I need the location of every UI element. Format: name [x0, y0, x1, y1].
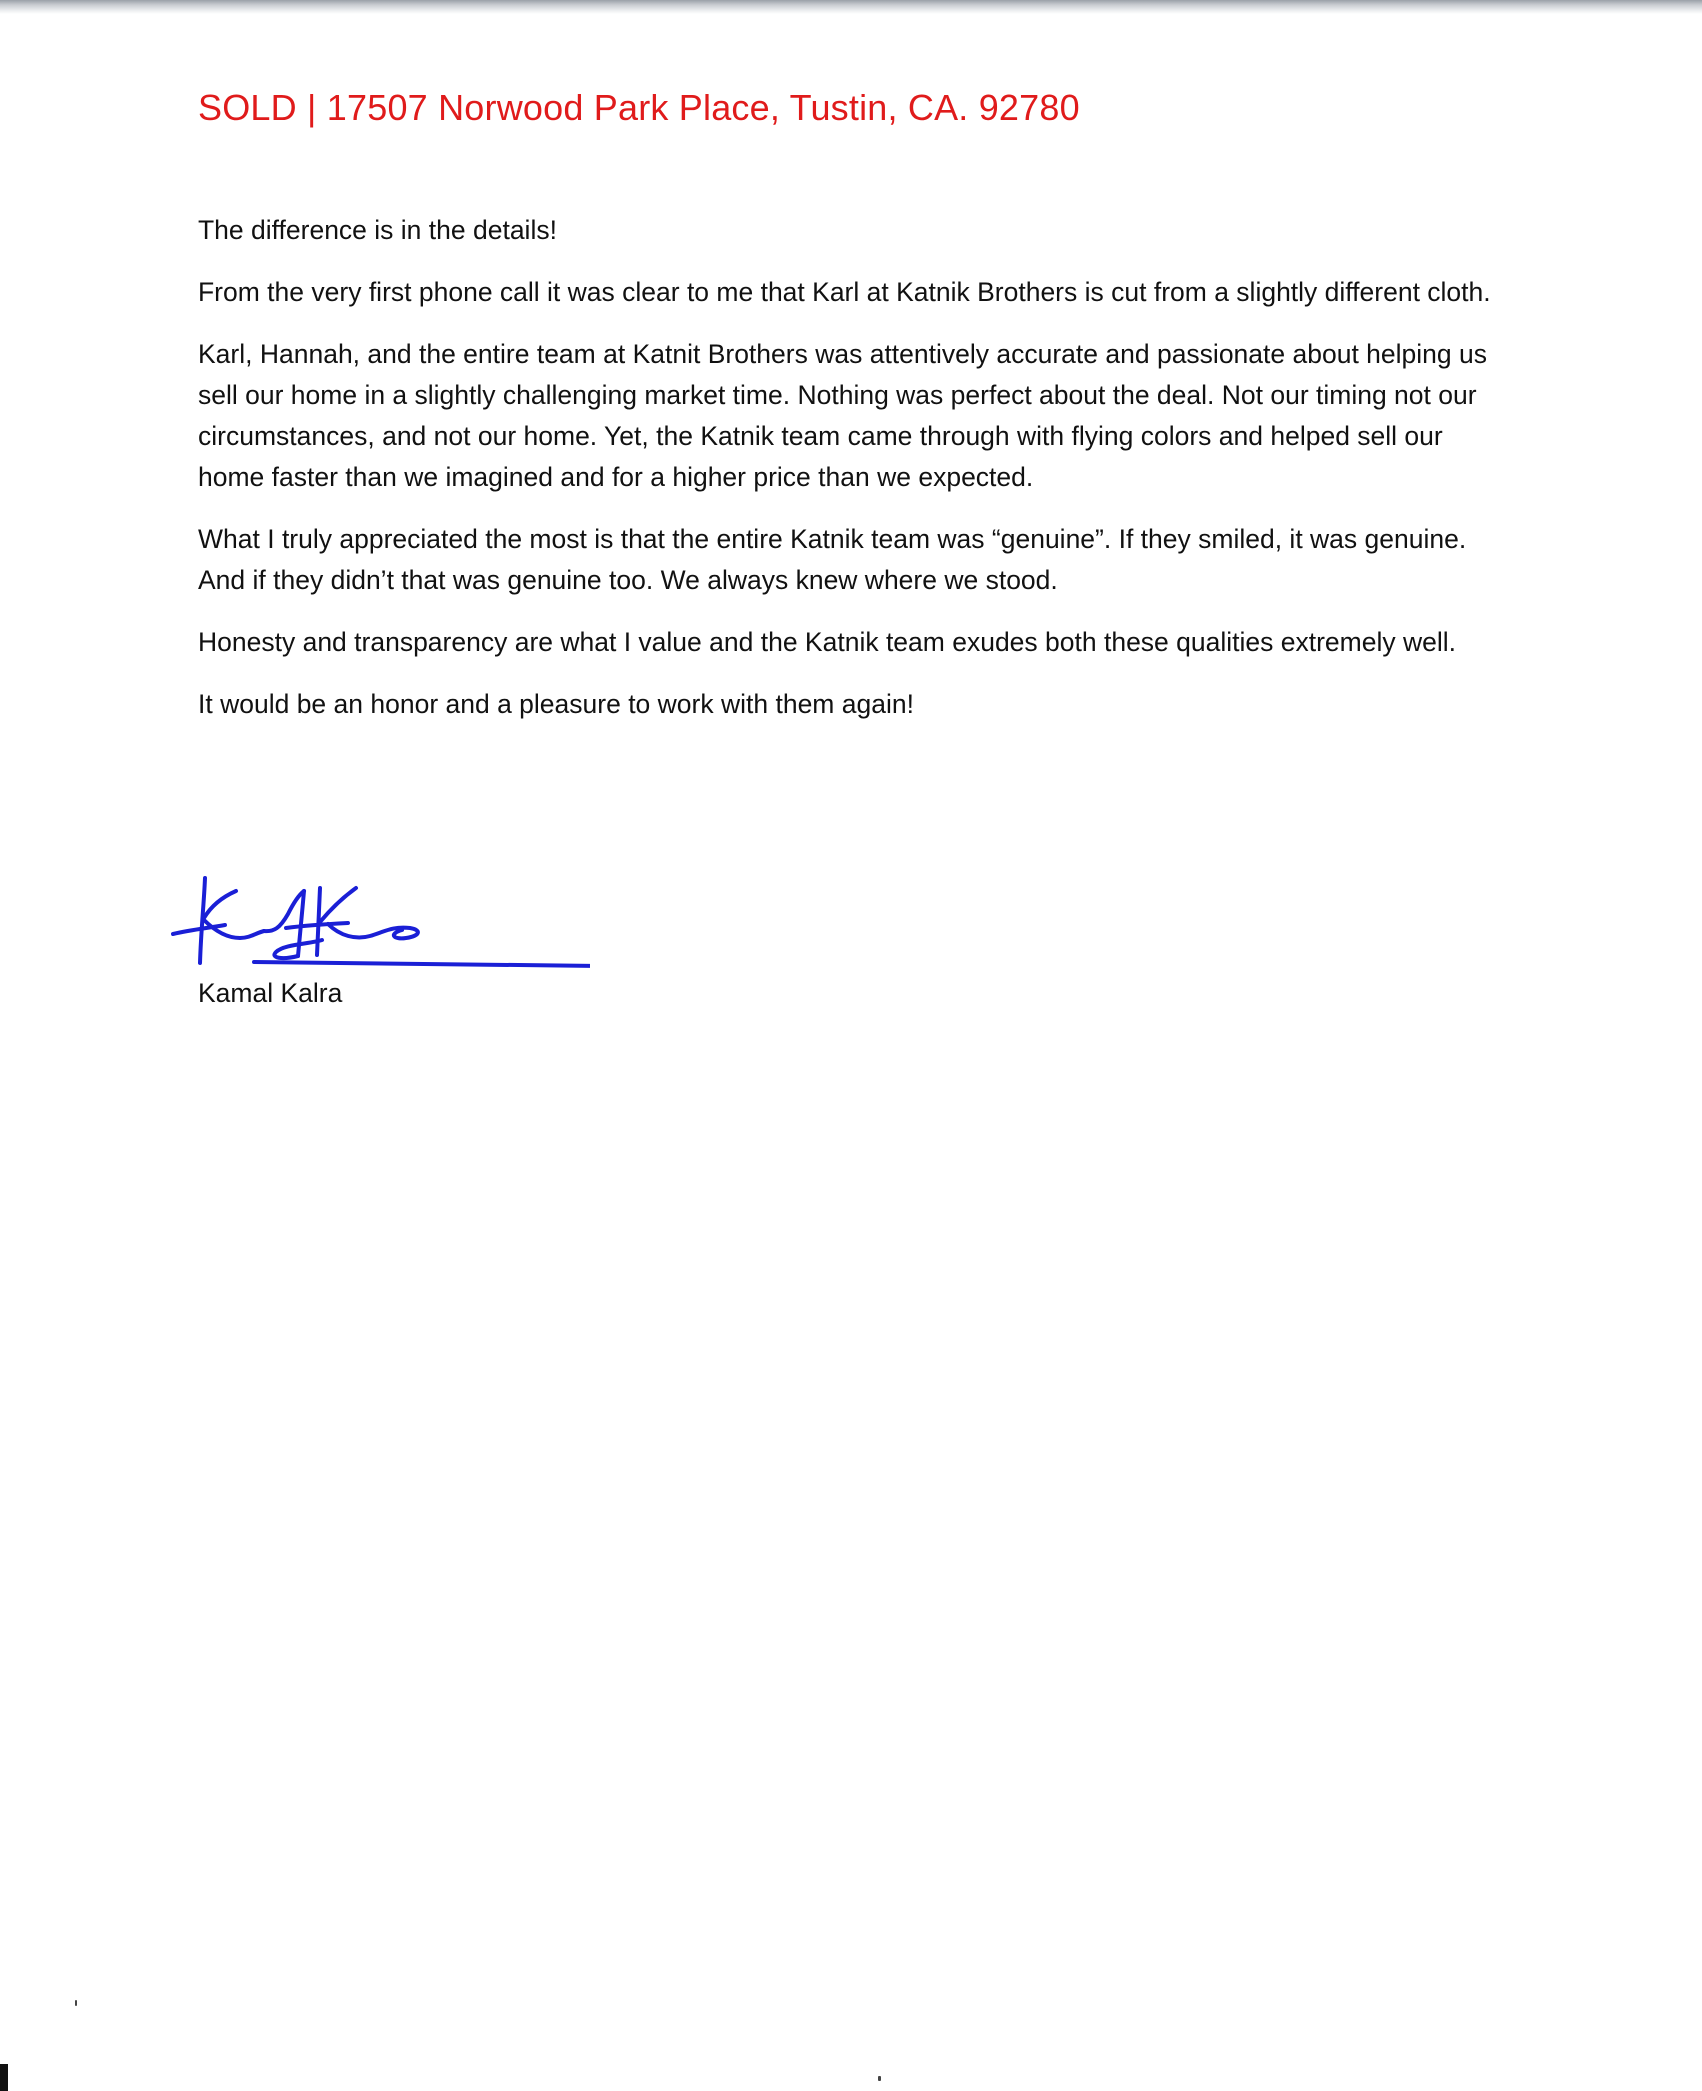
signer-name: Kamal Kalra [198, 978, 343, 1008]
paragraph-genuine: What I truly appreciated the most is that the entire Katnik team was “genuine”. If they smiled, it was genuine. And if they didn’t that was genuine too. We always knew where we stood. [198, 524, 1467, 595]
scan-top-edge [0, 0, 1702, 14]
letter-body [198, 84, 1498, 746]
paragraph-team: Karl, Hannah, and the entire team at Katnit Brothers was attentively accurate and passionate about helping us sell our home in a slightly challenging market time. Nothing was perfect about the deal. Not our timing not our circumstances, and not our home. Yet, the Katnik team came through with flying colors and helped sell our home faster than we imagined and for a higher price than we expected. [198, 339, 1487, 492]
scan-edge-mark [0, 2064, 8, 2091]
paragraph-first-call: From the very first phone call it was clear to me that Karl at Katnik Brothers is cut from a slightly different cloth. [198, 277, 1491, 307]
handwritten-signature [170, 858, 590, 978]
paragraph-intro: The difference is in the details! [198, 215, 557, 245]
letter-heading: SOLD | 17507 Norwood Park Place, Tustin, CA. 92780 [198, 87, 1080, 128]
paragraph-honesty: Honesty and transparency are what I value and the Katnik team exudes both these qualities extremely well. [198, 627, 1456, 657]
paragraph-closing: It would be an honor and a pleasure to work with them again! [198, 689, 914, 719]
scan-speck [878, 2076, 881, 2081]
scan-speck [75, 2000, 77, 2006]
